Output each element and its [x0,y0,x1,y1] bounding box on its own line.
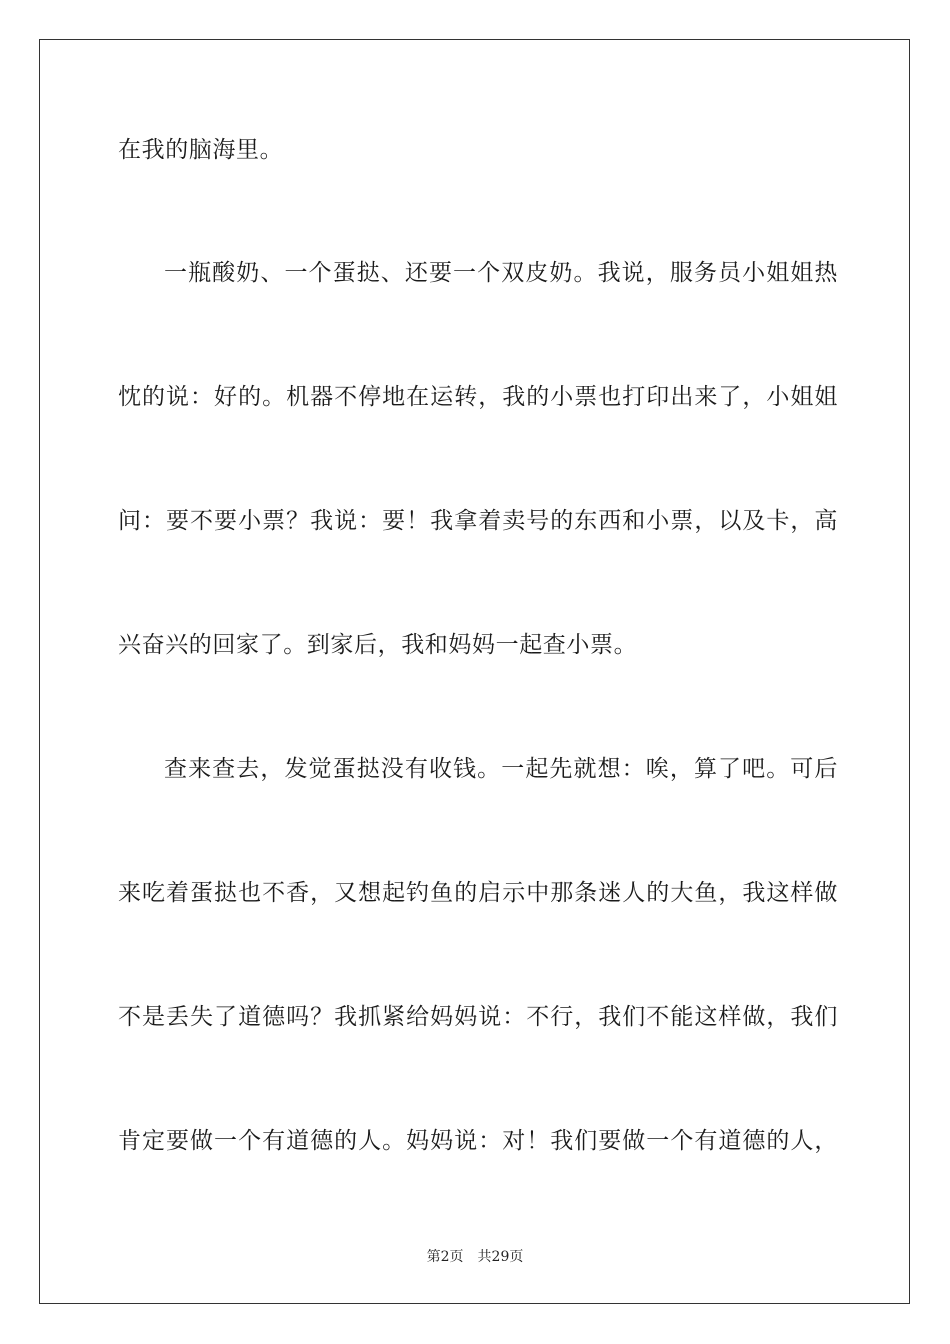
paragraph-line: 忱的说：好的。机器不停地在运转，我的小票也打印出来了，小姐姐 [118,384,838,410]
paragraph-line: 兴奋兴的回家了。到家后，我和妈妈一起查小票。 [118,632,638,658]
page-number: 第2页 [426,1249,464,1265]
paragraph-line: 来吃着蛋挞也不香，又想起钓鱼的启示中那条迷人的大鱼，我这样做 [118,880,838,906]
paragraph-line: 肯定要做一个有道德的人。妈妈说：对！我们要做一个有道德的人， [118,1128,838,1154]
page-border [39,39,910,1304]
paragraph-line: 问：要不要小票？我说：要！我拿着卖号的东西和小票，以及卡，高 [118,508,838,534]
paragraph-line: 一瓶酸奶、一个蛋挞、还要一个双皮奶。我说，服务员小姐姐热 [164,260,838,286]
page-footer [0,1246,950,1268]
paragraph-line: 查来查去，发觉蛋挞没有收钱。一起先就想：唉，算了吧。可后 [164,756,838,782]
page-total: 共29页 [477,1249,524,1265]
paragraph-line: 不是丢失了道德吗？我抓紧给妈妈说：不行，我们不能这样做，我们 [118,1004,838,1030]
paragraph-line: 在我的脑海里。 [118,137,284,163]
